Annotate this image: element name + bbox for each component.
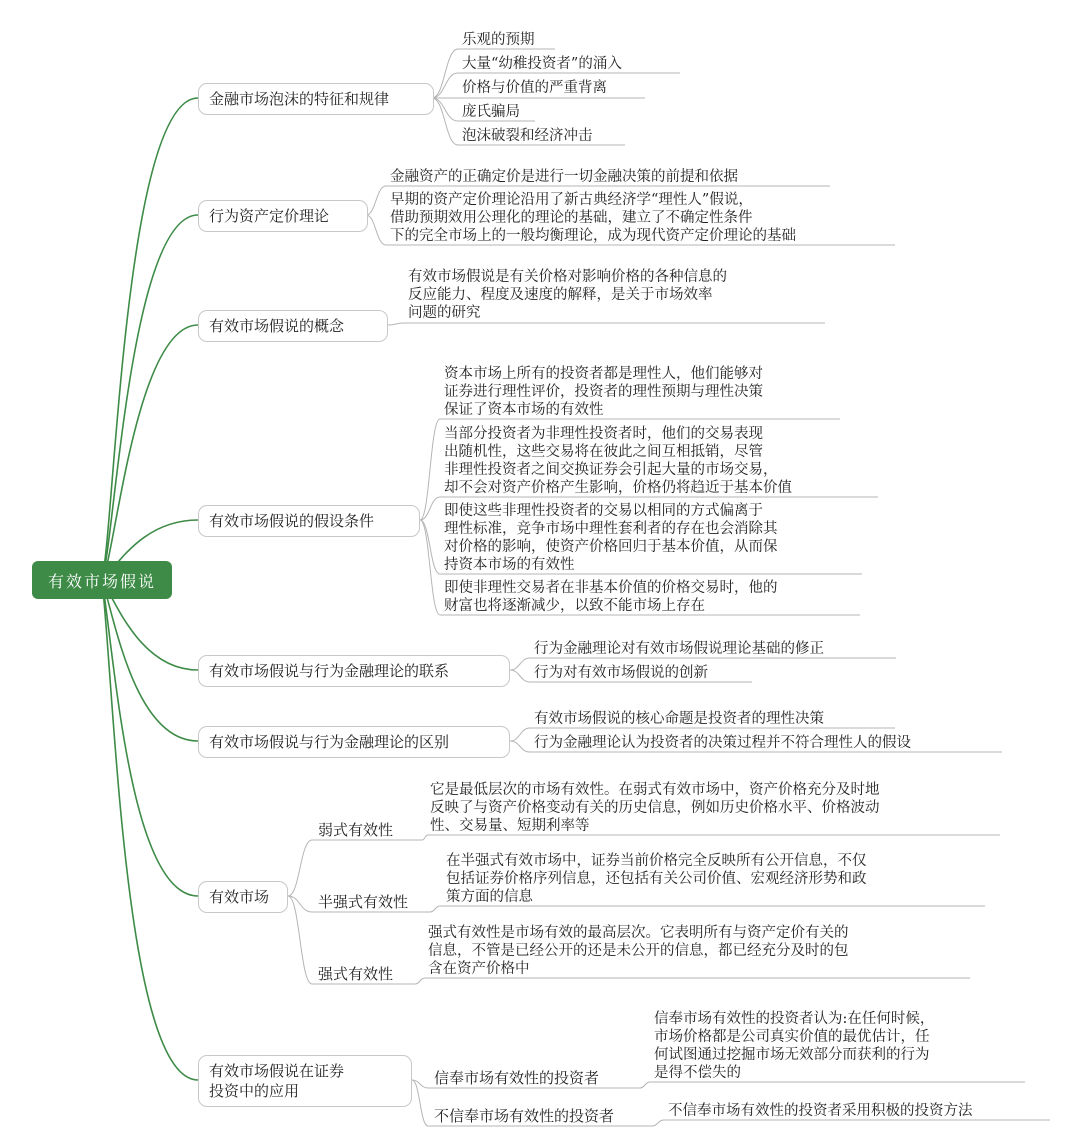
leaf-item: 却不会对资产价格产生影响，价格仍将趋近于基本价值: [444, 480, 792, 496]
leaf-item: 信奉市场有效性的投资者认为:在任何时候，: [654, 1011, 935, 1027]
sub-node-weak: 弱式有效性: [318, 821, 394, 839]
branch-bubble-application: [198, 1055, 412, 1107]
leaf-item: 是得不偿失的: [654, 1065, 741, 1081]
branch-bubble-efficient-market: [198, 881, 288, 913]
leaf-item: 借助预期效用公理化的理论的基础，建立了不确定性条件: [390, 210, 753, 226]
leaf-item: 证券进行理性评价，投资者的理性预期与理性决策: [444, 384, 763, 400]
leaf-item: 行为金融理论对有效市场假说理论基础的修正: [534, 641, 824, 657]
root-node: 有效市场假说: [32, 561, 172, 599]
leaf-item: 非理性投资者之间交换证券会引起大量的市场交易，: [444, 462, 778, 478]
leaf-item: 策方面的信息: [446, 889, 533, 905]
leaf-item: 持资本市场的有效性: [444, 557, 575, 573]
leaf-item: 保证了资本市场的有效性: [444, 402, 604, 418]
branch-bubble-assumptions: [198, 505, 420, 537]
leaf-item: 它是最低层次的市场有效性。在弱式有效市场中，资产价格充分及时地: [430, 782, 880, 798]
branch-label-line: 投资中的应用: [209, 1082, 300, 1100]
leaf-item: 有效市场假说的核心命题是投资者的理性决策: [534, 711, 824, 727]
leaf-item: 大量“幼稚投资者”的涌入: [462, 56, 622, 72]
leaf-item: 价格与价值的严重背离: [462, 80, 607, 96]
leaf-item: 下的完全市场上的一般均衡理论，成为现代资产定价理论的基础: [390, 228, 796, 244]
branch-label: 行为资产定价理论: [209, 207, 330, 225]
leaf-item: 乐观的预期: [462, 32, 535, 48]
branch-bubble-difference: [198, 726, 510, 758]
leaf-item: 行为对有效市场假说的创新: [534, 665, 708, 681]
leaf-item: 反映了与资产价格变动有关的历史信息，例如历史价格水平、价格波动: [430, 800, 880, 816]
branch-label-line: 有效市场假说在证券: [209, 1062, 345, 1080]
branch-bubble-pricing: [198, 200, 368, 232]
leaf-item: 出随机性，这些交易将在彼此之间互相抵销，尽管: [444, 444, 763, 460]
sub-node-non-believers: 不信奉市场有效性的投资者: [434, 1107, 615, 1125]
branch-bubble-concept: [198, 310, 388, 342]
leaf-item: 强式有效性是市场有效的最高层次。它表明所有与资产定价有关的: [428, 925, 849, 941]
branch-bubble-features: [198, 83, 434, 115]
leaf-item: 金融资产的正确定价是进行一切金融决策的前提和依据: [390, 169, 738, 185]
branch-label: 金融市场泡沫的特征和规律: [209, 90, 390, 108]
leaf-item: 包括证券价格序列信息，还包括有关公司价值、宏观经济形势和政: [446, 871, 867, 887]
sub-node-strong: 强式有效性: [318, 965, 394, 983]
branch-bubble-link: [198, 655, 510, 687]
branch-label: 有效市场假说的概念: [209, 317, 345, 335]
leaf-item: 含在资产价格中: [428, 961, 530, 977]
sub-node-believers: 信奉市场有效性的投资者: [434, 1069, 600, 1087]
leaf-item: 在半强式有效市场中，证券当前价格完全反映所有公开信息，不仅: [446, 853, 867, 869]
leaf-item: 早期的资产定价理论沿用了新古典经济学“理性人”假说，: [390, 192, 753, 208]
leaf-item: 对价格的影响，使资产价格回归于基本价值，从而保: [444, 539, 778, 555]
branch-label: 有效市场假说与行为金融理论的区别: [209, 733, 450, 751]
leaf-item: 问题的研究: [408, 305, 481, 321]
sub-node-semi-strong: 半强式有效性: [318, 893, 409, 911]
leaf-item: 泡沫破裂和经济冲击: [462, 128, 593, 144]
leaf-item: 市场价格都是公司真实价值的最优估计，任: [654, 1029, 930, 1045]
leaf-item: 何试图通过挖掘市场无效部分而获利的行为: [654, 1047, 930, 1063]
leaf-item: 性、交易量、短期利率等: [430, 818, 590, 834]
leaf-item: 庞氏骗局: [462, 104, 520, 120]
leaf-item: 行为金融理论认为投资者的决策过程并不符合理性人的假设: [534, 735, 911, 751]
branch-label: 有效市场假说与行为金融理论的联系: [209, 662, 450, 680]
leaf-item: 财富也将逐渐减少，以致不能市场上存在: [444, 598, 705, 614]
leaf-item: 即使非理性交易者在非基本价值的价格交易时，他的: [444, 580, 778, 596]
leaf-item: 资本市场上所有的投资者都是理性人，他们能够对: [444, 366, 763, 382]
leaf-item: 当部分投资者为非理性投资者时，他们的交易表现: [444, 426, 763, 442]
leaf-item: 有效市场假说是有关价格对影响价格的各种信息的: [408, 269, 727, 285]
leaf-item: 反应能力、程度及速度的解释，是关于市场效率: [408, 287, 713, 303]
leaf-item: 信息，不管是已经公开的还是未公开的信息，都已经充分及时的包: [428, 943, 849, 959]
leaf-item: 即使这些非理性投资者的交易以相同的方式偏离于: [444, 503, 763, 519]
branch-label: 有效市场假说的假设条件: [209, 512, 375, 530]
leaf-item: 不信奉市场有效性的投资者采用积极的投资方法: [668, 1103, 973, 1119]
leaf-item: 理性标准，竞争市场中理性套利者的存在也会消除其: [444, 521, 778, 537]
branch-label: 有效市场: [209, 888, 270, 906]
